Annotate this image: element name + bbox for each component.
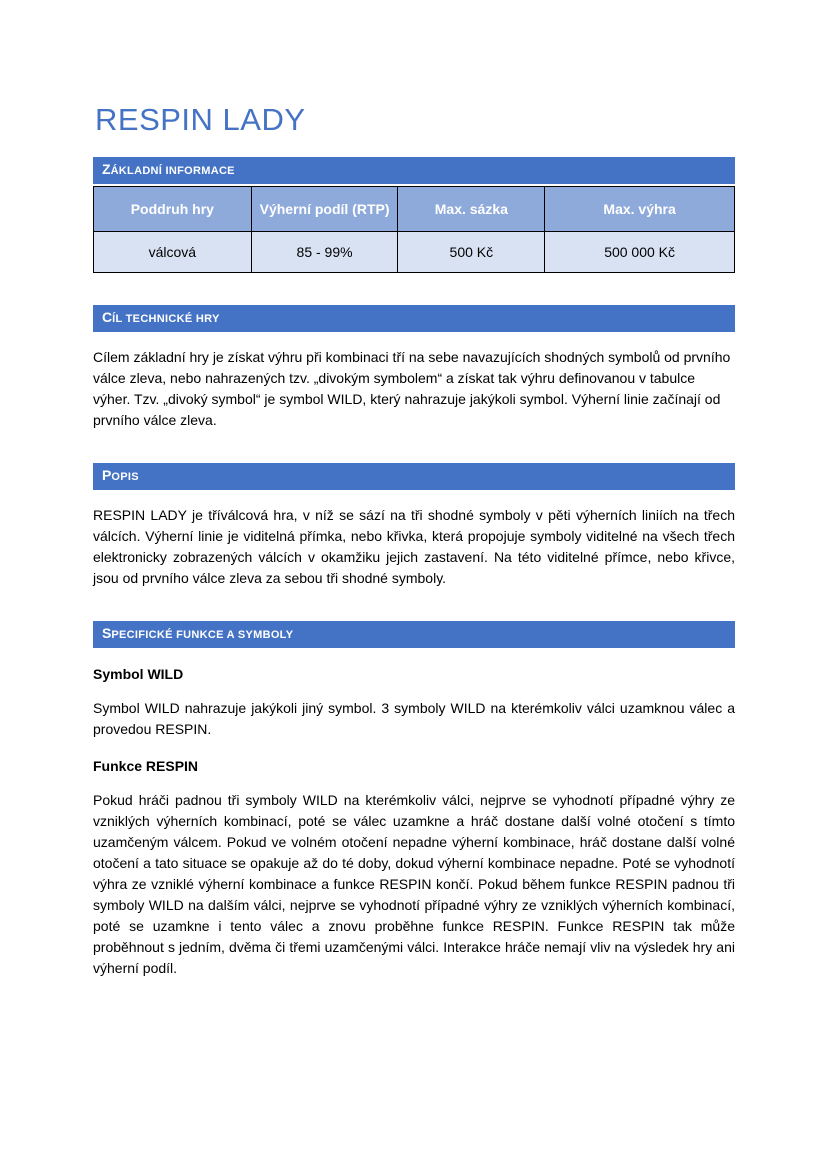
table-row xyxy=(94,232,735,273)
section-heading-rest: ÁKLADNÍ INFORMACE xyxy=(110,165,235,177)
section-bar-basic-info xyxy=(93,157,735,184)
basic-info-table xyxy=(93,186,735,273)
section-heading-lead: Z xyxy=(102,161,111,177)
section-heading-rest: PECIFICKÉ FUNKCE A SYMBOLY xyxy=(111,629,294,641)
description-paragraph: RESPIN LADY je tříválcová hra, v níž se sází na tři shodné symboly v pěti výherních liniích na třech válcích. Výherní linie je viditelná přímka, nebo křivka, která propojuje symboly viditelné na všech třech elektronicky zobrazených válcích v okamžiku jejich zastavení. Na této viditelné přímce, nebo křivce, jsou od prvního válce zleva za sebou tři shodné symboly. xyxy=(93,507,735,586)
section-bar-goal xyxy=(93,305,735,332)
section-bar-features xyxy=(93,621,735,648)
table-cell-poddruh-hry: válcová xyxy=(94,232,252,273)
table-cell-vyherni-podil: 85 - 99% xyxy=(251,232,398,273)
table-header-row xyxy=(94,187,735,232)
section-heading-lead: C xyxy=(102,309,113,325)
table-cell-max-vyhra: 500 000 Kč xyxy=(545,232,735,273)
subsection-heading-symbol-wild: Symbol WILD xyxy=(93,666,184,682)
symbol-wild-paragraph: Symbol WILD nahrazuje jakýkoli jiný symbol. 3 symboly WILD na kterémkoliv válci uzamknou válec a provedou RESPIN. xyxy=(93,700,735,737)
column-header-poddruh-hry: Poddruh hry xyxy=(94,187,252,232)
section-heading-lead: P xyxy=(102,467,112,483)
section-heading-lead: S xyxy=(102,625,112,641)
section-heading-rest: ÍL TECHNICKÉ HRY xyxy=(112,313,220,325)
goal-paragraph: Cílem základní hry je získat výhru při kombinaci tří na sebe navazujících shodných symbolů od prvního válce zleva, nebo nahrazených tzv. „divokým symbolem“ a získat tak výhru definovanou v tabulce výher. Tzv. „divoký symbol“ je symbol WILD, který nahrazuje jakýkoli symbol. Výherní linie začínají od prvního válce zleva. xyxy=(93,349,731,428)
funkce-respin-paragraph: Pokud hráči padnou tři symboly WILD na kterémkoliv válci, nejprve se vyhodnotí případné výhry ze vzniklých výherních kombinací, poté se válec uzamkne a hráč dostane další volné otočení s tímto uzamčeným válcem. Pokud ve volném otočení nepadne výherní kombinace, hráč dostane další volné otočení a tato situace se opakuje až do té doby, dokud výherní kombinace nepadne. Poté se vyhodnotí výhra ze vzniklé výherní kombinace a funkce RESPIN končí. Pokud během funkce RESPIN padnou tři symboly WILD na dalším válci, nejprve se vyhodnotí případné výhry ze vzniklých výherních kombinací, poté se uzamkne i tento válec a znovu proběhne funkce RESPIN. Funkce RESPIN tak může proběhnout s jedním, dvěma či třemi uzamčenými válci. Interakce hráče nemají vliv na výsledek hry ani výherní podíl. xyxy=(93,792,735,976)
table-cell-max-sazka: 500 Kč xyxy=(398,232,545,273)
column-header-vyherni-podil: Výherní podíl (RTP) xyxy=(251,187,398,232)
column-header-max-vyhra: Max. výhra xyxy=(545,187,735,232)
section-bar-description xyxy=(93,463,735,490)
subsection-heading-funkce-respin: Funkce RESPIN xyxy=(93,758,199,774)
column-header-max-sazka: Max. sázka xyxy=(398,187,545,232)
page-title: RESPIN LADY xyxy=(95,102,306,137)
section-heading-rest: OPIS xyxy=(111,471,139,483)
